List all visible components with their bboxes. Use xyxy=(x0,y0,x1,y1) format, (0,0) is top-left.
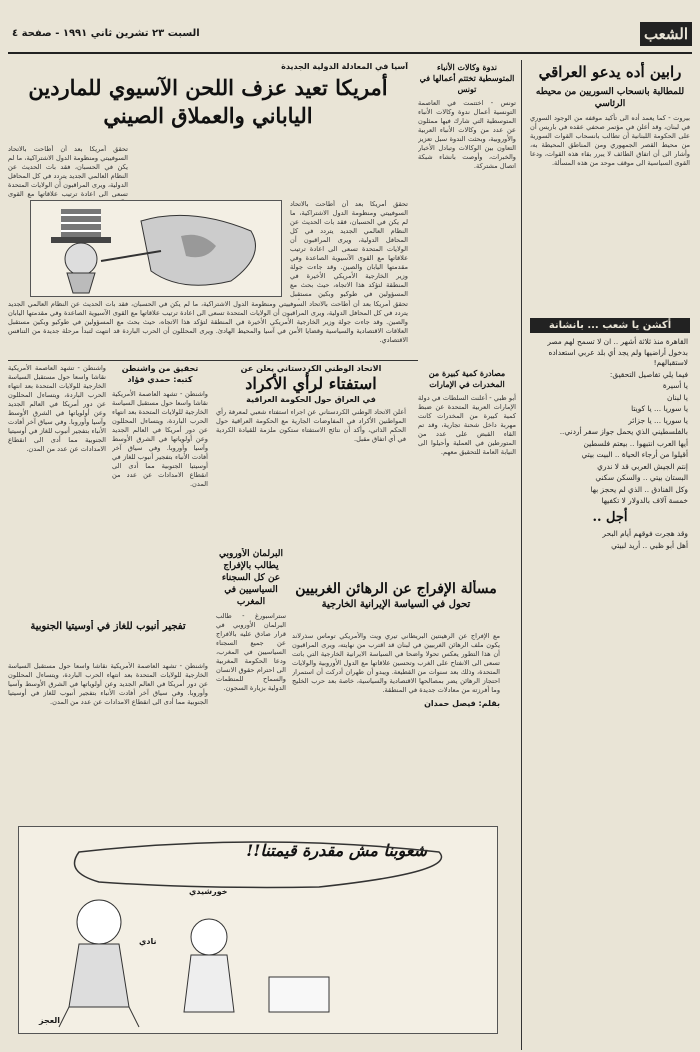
investigation-kicker: تحقيق من واشنطن xyxy=(121,364,199,373)
agencies-headline: ندوة وكالات الأنباء المتوسطية تختتم أعمالها في تونس xyxy=(419,62,515,94)
masthead-logo: الشعب xyxy=(640,22,692,46)
asia-headline: أمريكا تعيد عزف اللحن الآسيوي للماردين الياباني والعملاق الصيني xyxy=(28,75,388,128)
asia-body-excerpt: تحقق أمريكا بعد أن أطاحت بالاتحاد السوفييتي ومنظومة الدول الاشتراكية، ما لم يكن في الحسبان، فقد بات الحديث عن النظام العالمي الجديد يتردد في كل المحافل الدولية، ويرى المراقبون أن الولايات المتحدة تسعى الى اعادة ترتيب علاقاتها مع القوى xyxy=(8,145,128,198)
columnist-name: خورشيدي xyxy=(189,887,228,896)
uae-headline: مصادرة كمية كبيرة من المخدرات في الإمارات xyxy=(428,368,506,389)
rabin-body: بيروت - كما يعمد أده الى تأكيد موقفه من الوجود السوري في لبنان، وقد أعلن في مؤتمر صحفي عقده في باريس أن على الحكومة اللبنانية أن تطالب بانسحاب القوات السورية من محيط القصر الجمهوري ومن المناطق المحيطة به، وأشار الى أن اتفاق الطائف لا يبرر بقاء هذه القوات، ودعا القوى السياسية الى موقف موحد من هذه المسألة. xyxy=(530,114,690,167)
rabin-subhead: للمطالبة بانسحاب السوريين من محيطه الرئاسي xyxy=(535,87,685,109)
article-europe xyxy=(216,548,286,738)
article-hostages-head xyxy=(292,580,500,628)
asia-body-side xyxy=(290,200,408,300)
uae-body: أبو ظبي - أعلنت السلطات في دولة الإمارات العربية المتحدة عن ضبط كمية كبيرة من المخدرات كانت مهربة داخل شحنة تجارية، وقد تم القاء القبض على عدد من المتورطين في العملية وأحيلوا الى النيابة العامة للتحقيق معهم. xyxy=(418,394,516,456)
poem-line: يا لبنان xyxy=(666,392,688,402)
poem-line: القاهرة منذ ثلاثة أشهر .. ان لا تسمح لهم مصر بدخول أراضيها ولم يجد أي بلد عربي استعداده لاستقبالهم! xyxy=(547,337,688,367)
asia-body-top xyxy=(8,145,128,200)
hostages-author: بقلم: فيصل حمدان xyxy=(424,699,500,708)
poem-box-title: أكشن يا شعب ... بانشانة xyxy=(530,318,690,333)
poem-line: يا أسيرة xyxy=(662,381,688,390)
column-divider xyxy=(521,60,522,1050)
poem-line: أقيلوا من أرجاء الحياة .. البيت بيتي xyxy=(581,450,688,459)
article-uae xyxy=(418,368,516,578)
cartoon-signature: العجز xyxy=(39,1016,61,1025)
article-news-agencies xyxy=(418,62,516,362)
article-asia-head xyxy=(8,62,408,142)
page-header xyxy=(8,22,692,54)
rabin-headline: رابين أده يدعو العراقي xyxy=(538,63,682,81)
editorial-cartoon xyxy=(18,826,498,1034)
cartoon-drawing xyxy=(19,827,497,1033)
agencies-body: تونس - اختتمت في العاصمة التونسية أعمال ندوة وكالات الأنباء المتوسطية التي شارك فيها ممثلون عن عدد من وكالات الأنباء العربية والأوروبية، وبحثت الندوة سبل تعزيز التعاون بين الوكالات وتبادل الأخبار والخبرات، وأوصت بانشاء شبكة اتصال مشتركة. xyxy=(418,99,516,170)
article-gas xyxy=(8,620,208,660)
europe-body: ستراسبورغ - طالب البرلمان الأوروبي في قرار صادق عليه بالافراج عن جميع السجناء السياسيين في المغرب، ودعا الحكومة المغربية الى احترام حقوق الانسان والسماح للمنظمات الدولية بزيارة السجون. xyxy=(216,612,286,692)
investigation-header xyxy=(112,364,208,614)
poem-line: وقد هجرت فوقهم أيام البحر xyxy=(602,529,688,538)
cartoon-caption: شعوبنا مش مقدرة قيمتنا!! xyxy=(246,841,427,860)
gas-body: واشنطن - تشهد العاصمة الأمريكية نقاشا واسعا حول مستقبل السياسة الخارجية للولايات المتحدة بعد انتهاء الحرب الباردة، ويتساءل المحللون عن دور أمريكا في العالم الجديد وعن أولوياتها في الشرق الأوسط وآسيا وأوروبا. وفي سياق آخر أفادت الأنباء بتفجير أنبوب للغاز في أوسيتيا الجنوبية مما أدى الى انقطاع الامدادات عن عدد من المدن. xyxy=(8,662,208,706)
columnist-tag: نادي xyxy=(139,937,157,946)
uncle-sam-illustration xyxy=(31,201,281,296)
poem-line: خمسة آلاف بالدولار لا تكفيها xyxy=(601,496,688,505)
poem-line: فيما يلي تفاصيل التحقيق: xyxy=(609,369,688,379)
article-investigation xyxy=(8,364,106,614)
poem-line: يا سوريا ... يا جزائر xyxy=(628,415,688,425)
article-hostages-body xyxy=(292,632,500,818)
asia-body-continued: تحقق أمريكا بعد أن أطاحت بالاتحاد السوفييتي ومنظومة الدول الاشتراكية، ما لم يكن في الحسبان، فقد بات الحديث عن النظام العالمي الجديد يتردد في كل المحافل الدولية، ويرى المراقبون أن الولايات المتحدة تسعى الى اعادة ترتيب علاقاتها مع القوى الآسيوية الصاعدة وفي مقدمتها اليابان والصين. وقد جاءت جولة وزير الخارجية الأمريكي الأخيرة في المنطقة لتؤكد هذا الاتجاه، حيث بحث مع المسؤولين في طوكيو وبكين مستقبل العلاقات الاقتصادية والسياسية وقضايا الأمن في آسيا والمحيط الهادئ. ويرى المحللون أن الحرب الباردة قد انتهت لتبدأ مرحلة جديدة من التنافس الاقتصادي. xyxy=(8,300,408,344)
poem-emphasis: أجل .. xyxy=(592,509,628,525)
hostages-body: مع الإفراج عن الرهينتين البريطاني تيري ويت والأمريكي توماس سذرلاند يكون ملف الرهائن الغربيين في لبنان قد اقترب من نهايته، ويرى المراقبون أن هذا التطور يعكس تحولا واضحا في السياسة الايرانية الخارجية التي باتت تسعى الى الانفتاح على الغرب وتحسين علاقاتها مع الدول الأوروبية والولايات المتحدة، وذلك بعد سنوات من القطيعة. ويبدو أن طهران أدركت أن استمرار احتجاز الرهائن يضر بمصالحها الاقتصادية والسياسية، خاصة بعد حرب الخليج وما أفرزته من معادلات جديدة في المنطقة. xyxy=(292,632,500,694)
dateline: السبت ٢٣ تشرين ثاني ١٩٩١ - صفحة ٤ xyxy=(12,28,200,39)
hostages-headline: مسألة الإفراج عن الرهائن الغربيين xyxy=(295,581,497,597)
poem-line: إنتم الجيش العربي قد لا ندري xyxy=(597,461,688,471)
asia-body-side-text: تحقق أمريكا بعد أن أطاحت بالاتحاد السوفييتي ومنظومة الدول الاشتراكية، ما لم يكن في الحسبان، فقد بات الحديث عن النظام العالمي الجديد يتردد في كل المحافل الدولية، ويرى المراقبون أن الولايات المتحدة تسعى الى اعادة ترتيب علاقاتها مع القوى الآسيوية الصاعدة وفي مقدمتها اليابان والصين. وقد جاءت جولة وزير الخارجية الأمريكي الأخيرة في المنطقة لتؤكد هذا الاتجاه، حيث بحث مع المسؤولين في طوكيو وبكين مستقبل xyxy=(290,200,408,298)
poem-line: يا سوريا ... يا كويتا xyxy=(631,404,688,413)
asia-kicker: آسيا في المعادلة الدولية الجديدة xyxy=(281,62,408,71)
kurdistan-headline: استفتاء لرأي الأكراد xyxy=(245,374,377,393)
investigation-body-2: واشنطن - تشهد العاصمة الأمريكية نقاشا واسعا حول مستقبل السياسة الخارجية للولايات المتحدة بعد انتهاء الحرب الباردة، ويتساءل المحللون عن دور أمريكا في العالم الجديد وعن أولوياتها في الشرق الأوسط وآسيا وأوروبا. وفي سياق آخر أفادت الأنباء بتفجير أنبوب للغاز في أوسيتيا الجنوبية مما أدى الى انقطاع الامدادات عن عدد من المدن. xyxy=(112,390,208,488)
poem-line: بالفلسطيني الذي يحمل جواز سفر أردني.. xyxy=(559,427,688,436)
hostages-subhead: تحول في السياسة الإيرانية الخارجية xyxy=(321,599,471,610)
article-gas-body xyxy=(8,662,208,822)
poem-line: البستان بيتي .. والسكن سكني xyxy=(595,473,688,482)
article-rabin xyxy=(530,62,690,300)
gas-headline: تفجير أنبوب للغاز في أوسيتيا الجنوبية xyxy=(30,621,186,632)
poem-line: وكل الفنادق .. الذي لم يحجز بها xyxy=(590,484,688,494)
asia-illustration xyxy=(30,200,282,297)
kurdistan-body: أعلن الاتحاد الوطني الكردستاني عن اجراء استفتاء شعبي لمعرفة رأي المواطنين الأكراد في المفاوضات الجارية مع الحكومة العراقية حول الحكم الذاتي، وأكد أن نتائج الاستفتاء ستكون ملزمة للقيادة الكردية في أي اتفاق مقبل. xyxy=(216,408,406,443)
poem-column xyxy=(530,318,690,908)
poem-line: أهل أبو ظبي .. أريد لبيتي xyxy=(611,540,688,550)
kurdistan-kicker: الاتحاد الوطني الكردستاني يعلن عن xyxy=(240,364,382,373)
kurdistan-subhead: في العراق حول الحكومة العراقية xyxy=(246,395,376,404)
europe-headline: البرلمان الأوروبي يطالب بالإفراج عن كل السجناء السياسيين في المغرب xyxy=(218,549,284,607)
investigation-author: كتبه: حمدي فؤاد xyxy=(127,375,193,384)
poem-body xyxy=(530,333,690,556)
article-kurdistan xyxy=(216,364,406,544)
investigation-body: واشنطن - تشهد العاصمة الأمريكية نقاشا واسعا حول مستقبل السياسة الخارجية للولايات المتحدة بعد انتهاء الحرب الباردة، ويتساءل المحللون عن دور أمريكا في العالم الجديد وعن أولوياتها في الشرق الأوسط وآسيا وأوروبا. وفي سياق آخر أفادت الأنباء بتفجير أنبوب للغاز في أوسيتيا الجنوبية مما أدى الى انقطاع الامدادات عن عدد من المدن. xyxy=(8,364,106,453)
poem-line: أيها العرب انتبهوا .. بيعتم فلسطين xyxy=(583,438,688,448)
asia-body-bottom xyxy=(8,300,408,356)
section-divider xyxy=(8,360,418,361)
